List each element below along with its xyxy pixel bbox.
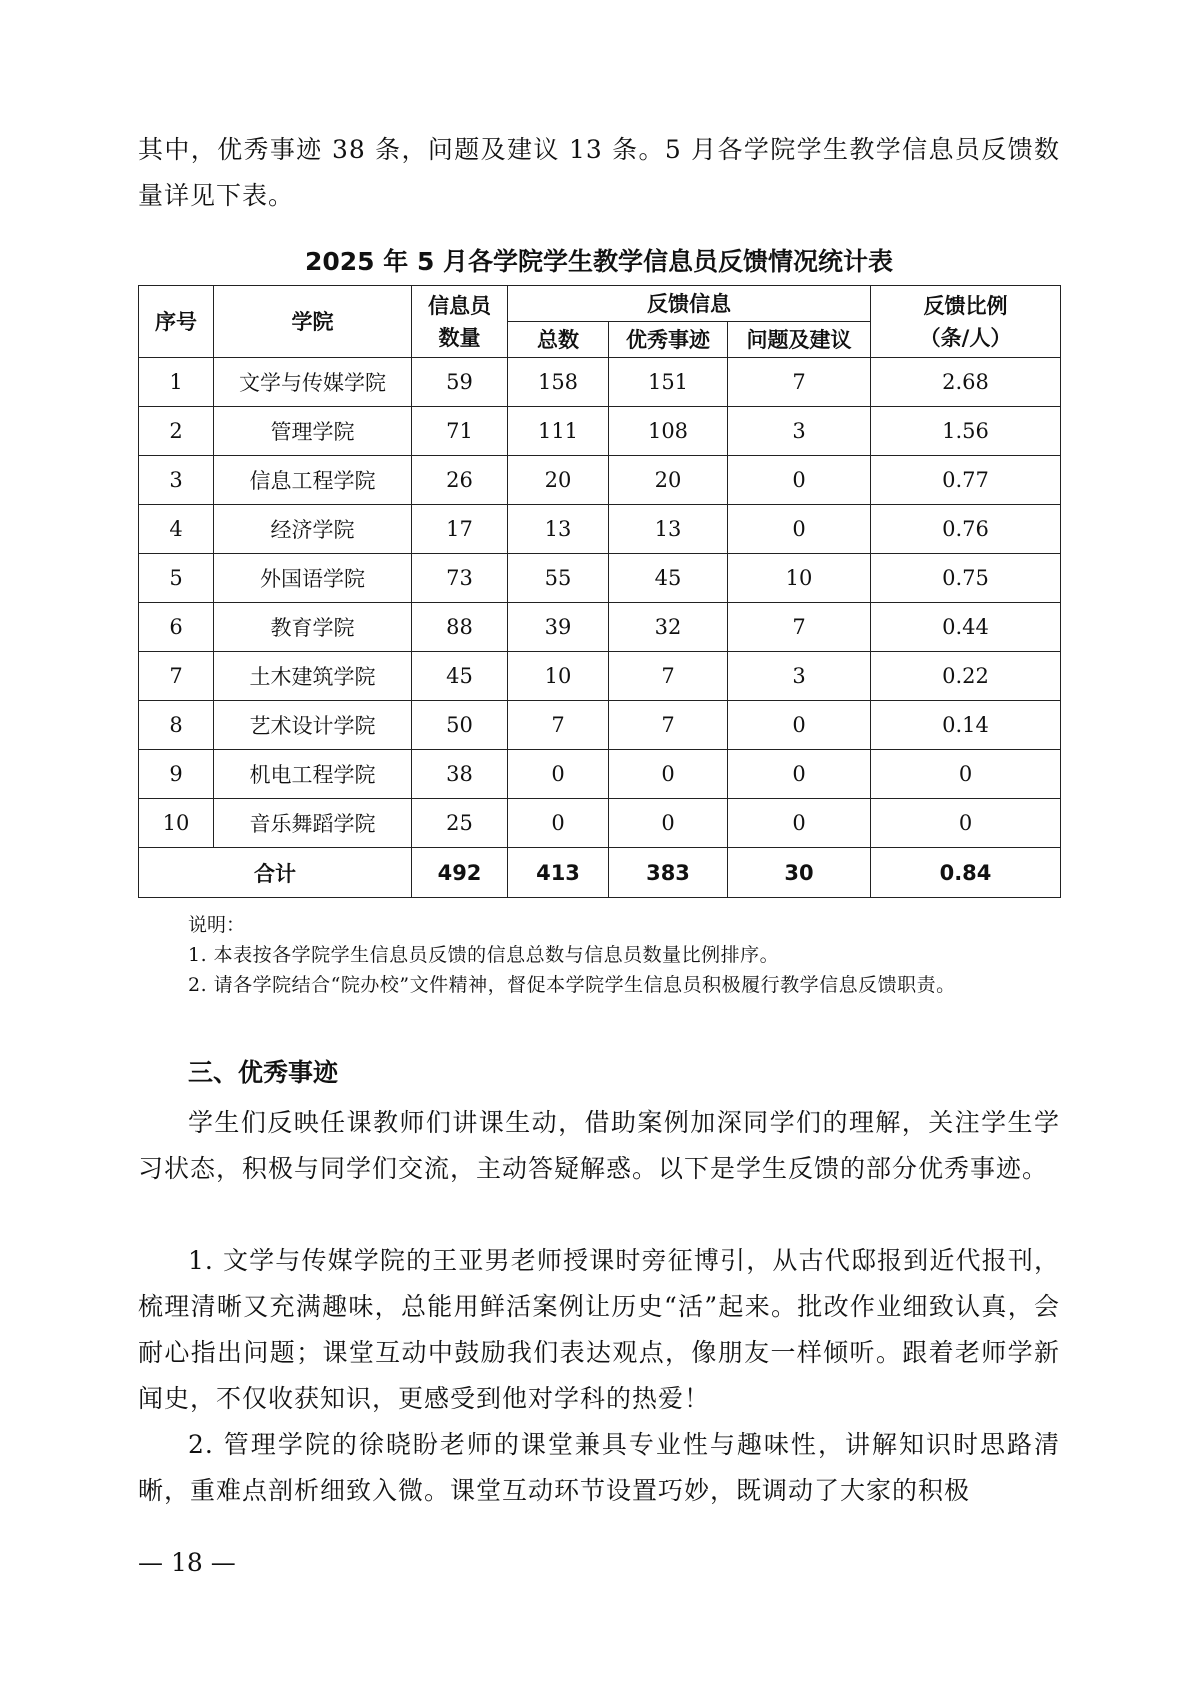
table-notes — [138, 910, 1060, 1000]
table-row — [139, 799, 1061, 848]
cell-ratio: 0.76 — [871, 505, 1061, 554]
cell-excellent: 7 — [609, 652, 728, 701]
table-title: 2025 年 5 月各学院学生教学信息员反馈情况统计表 — [304, 247, 894, 276]
table-row — [139, 407, 1061, 456]
body-paragraph: 学生们反映任课教师们讲课生动，借助案例加深同学们的理解，关注学生学习状态，积极与同学们交流，主动答疑解惑。以下是学生反馈的部分优秀事迹。 — [138, 1108, 1060, 1183]
cell-excellent: 151 — [609, 358, 728, 407]
table-header-row — [139, 286, 1061, 322]
cell-ratio: 0.77 — [871, 456, 1061, 505]
total-total: 413 — [508, 848, 609, 898]
cell-index: 1 — [139, 358, 214, 407]
cell-index: 8 — [139, 701, 214, 750]
header-total: 总数 — [508, 322, 609, 358]
cell-index: 5 — [139, 554, 214, 603]
cell-college: 文学与传媒学院 — [214, 358, 412, 407]
cell-total: 39 — [508, 603, 609, 652]
cell-total: 158 — [508, 358, 609, 407]
header-issues: 问题及建议 — [728, 322, 871, 358]
cell-total: 0 — [508, 799, 609, 848]
table-row — [139, 456, 1061, 505]
cell-index: 2 — [139, 407, 214, 456]
cell-index: 4 — [139, 505, 214, 554]
cell-total: 111 — [508, 407, 609, 456]
cell-issues: 3 — [728, 652, 871, 701]
cell-index: 10 — [139, 799, 214, 848]
cell-excellent: 20 — [609, 456, 728, 505]
cell-college: 信息工程学院 — [214, 456, 412, 505]
cell-count: 26 — [412, 456, 508, 505]
cell-excellent: 0 — [609, 750, 728, 799]
total-issues: 30 — [728, 848, 871, 898]
header-informant-count: 信息员数量 — [412, 286, 508, 358]
cell-college: 经济学院 — [214, 505, 412, 554]
body-paragraph: 1. 文学与传媒学院的王亚男老师授课时旁征博引，从古代邸报到近代报刊，梳理清晰又充满趣味，总能用鲜活案例让历史“活”起来。批改作业细致认真，会耐心指出问题；课堂互动中鼓励我们表达观点，像朋友一样倾听。跟着老师学新闻史，不仅收获知识，更感受到他对学科的热爱！ — [138, 1246, 1060, 1413]
cell-total: 13 — [508, 505, 609, 554]
cell-issues: 3 — [728, 407, 871, 456]
cell-ratio: 0.22 — [871, 652, 1061, 701]
cell-count: 88 — [412, 603, 508, 652]
cell-ratio: 0.14 — [871, 701, 1061, 750]
cell-index: 3 — [139, 456, 214, 505]
table-total-row — [139, 848, 1061, 898]
cell-excellent: 45 — [609, 554, 728, 603]
cell-count: 71 — [412, 407, 508, 456]
header-index: 序号 — [139, 286, 214, 358]
table-row — [139, 652, 1061, 701]
cell-ratio: 0 — [871, 799, 1061, 848]
feedback-statistics-table — [138, 285, 1061, 898]
cell-total: 7 — [508, 701, 609, 750]
cell-total: 0 — [508, 750, 609, 799]
cell-college: 艺术设计学院 — [214, 701, 412, 750]
table-row — [139, 603, 1061, 652]
table-row — [139, 750, 1061, 799]
cell-total: 20 — [508, 456, 609, 505]
header-college: 学院 — [214, 286, 412, 358]
cell-ratio: 0 — [871, 750, 1061, 799]
cell-count: 38 — [412, 750, 508, 799]
cell-ratio: 0.75 — [871, 554, 1061, 603]
body-paragraph: 2. 管理学院的徐晓盼老师的课堂兼具专业性与趣味性，讲解知识时思路清晰，重难点剖析细致入微。课堂互动环节设置巧妙，既调动了大家的积极 — [138, 1430, 1060, 1505]
cell-issues: 0 — [728, 701, 871, 750]
table-row — [139, 701, 1061, 750]
intro-paragraph: 其中，优秀事迹 38 条，问题及建议 13 条。5 月各学院学生教学信息员反馈数量详见下表。 — [138, 135, 1060, 210]
cell-issues: 0 — [728, 505, 871, 554]
cell-count: 45 — [412, 652, 508, 701]
note-item: 2. 请各学院结合“院办校”文件精神，督促本学院学生信息员积极履行教学信息反馈职责。 — [188, 974, 956, 996]
cell-college: 机电工程学院 — [214, 750, 412, 799]
total-excellent: 383 — [609, 848, 728, 898]
total-ratio: 0.84 — [871, 848, 1061, 898]
section-heading: 三、优秀事迹 — [188, 1058, 339, 1087]
cell-issues: 0 — [728, 799, 871, 848]
cell-index: 6 — [139, 603, 214, 652]
cell-count: 17 — [412, 505, 508, 554]
page-number: — 18 — — [138, 1548, 236, 1577]
total-label: 合计 — [139, 848, 412, 898]
cell-issues: 7 — [728, 603, 871, 652]
cell-excellent: 108 — [609, 407, 728, 456]
cell-excellent: 7 — [609, 701, 728, 750]
total-count: 492 — [412, 848, 508, 898]
cell-issues: 0 — [728, 456, 871, 505]
cell-count: 59 — [412, 358, 508, 407]
cell-college: 管理学院 — [214, 407, 412, 456]
cell-issues: 0 — [728, 750, 871, 799]
cell-count: 25 — [412, 799, 508, 848]
cell-ratio: 2.68 — [871, 358, 1061, 407]
cell-total: 10 — [508, 652, 609, 701]
note-item: 1. 本表按各学院学生信息员反馈的信息总数与信息员数量比例排序。 — [188, 944, 780, 966]
cell-excellent: 0 — [609, 799, 728, 848]
cell-count: 73 — [412, 554, 508, 603]
cell-ratio: 0.44 — [871, 603, 1061, 652]
cell-index: 7 — [139, 652, 214, 701]
header-ratio: 反馈比例（条/人） — [871, 286, 1061, 358]
cell-index: 9 — [139, 750, 214, 799]
table-row — [139, 358, 1061, 407]
header-feedback-info: 反馈信息 — [508, 286, 871, 322]
cell-college: 音乐舞蹈学院 — [214, 799, 412, 848]
header-excellent: 优秀事迹 — [609, 322, 728, 358]
notes-title: 说明： — [188, 914, 246, 936]
table-row — [139, 554, 1061, 603]
cell-issues: 10 — [728, 554, 871, 603]
cell-count: 50 — [412, 701, 508, 750]
cell-total: 55 — [508, 554, 609, 603]
table-row — [139, 505, 1061, 554]
cell-ratio: 1.56 — [871, 407, 1061, 456]
cell-college: 教育学院 — [214, 603, 412, 652]
cell-excellent: 13 — [609, 505, 728, 554]
cell-college: 外国语学院 — [214, 554, 412, 603]
cell-college: 土木建筑学院 — [214, 652, 412, 701]
cell-issues: 7 — [728, 358, 871, 407]
cell-excellent: 32 — [609, 603, 728, 652]
